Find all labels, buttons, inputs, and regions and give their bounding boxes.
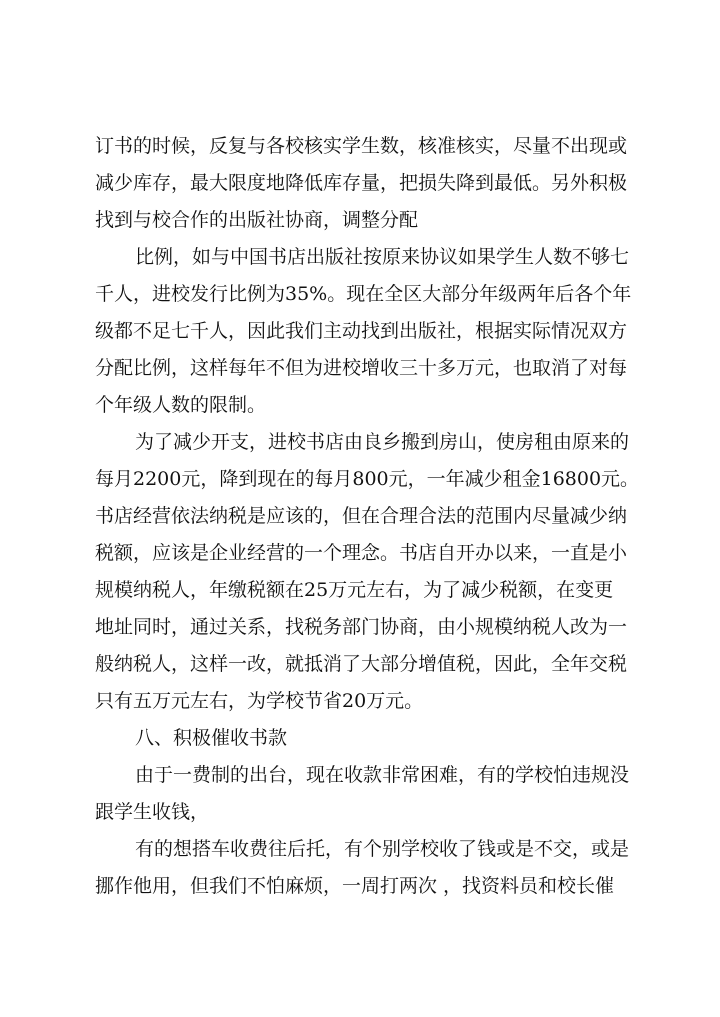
text-line: 规模纳税人，年缴税额在25万元左右，为了减少税额，在变更	[95, 579, 614, 601]
text-line: 减少库存，最大限度地降低库存量，把损失降到最低。另外积极	[95, 172, 628, 194]
section-heading: 八、积极催收书款	[135, 727, 288, 749]
paragraph-start-line: 由于一费制的出台，现在收款非常困难，有的学校怕违规没	[135, 764, 630, 786]
text-line: 每月2200元，降到现在的每月800元，一年减少租金16800元。	[95, 468, 640, 490]
text-line: 税额，应该是企业经营的一个理念。书店自开办以来，一直是小	[95, 542, 628, 564]
text-line: 级都不足七千人，因此我们主动找到出版社，根据实际情况双方	[95, 320, 628, 342]
paragraph-start-line: 为了减少开支，进校书店由良乡搬到房山，使房租由原来的	[135, 431, 630, 453]
paragraph-start-line: 有的想搭车收费往后托，有个别学校收了钱或是不交，或是	[135, 838, 630, 860]
text-line: 地址同时，通过关系，找税务部门协商，由小规模纳税人改为一	[95, 616, 628, 638]
text-line: 书店经营依法纳税是应该的，但在合理合法的范围内尽量减少纳	[95, 505, 628, 527]
text-line: 个年级人数的限制。	[95, 394, 267, 416]
text-line: 订书的时候，反复与各校核实学生数，核准核实，尽量不出现或	[95, 135, 628, 157]
text-line: 找到与校合作的出版社协商，调整分配	[95, 209, 419, 231]
text-line: 千人，进校发行比例为35%。现在全区大部分年级两年后各个年	[95, 283, 632, 305]
text-line: 只有五万元左右，为学校节省20万元。	[95, 690, 424, 712]
text-line: 般纳税人，这样一改，就抵消了大部分增值税，因此，全年交税	[95, 653, 628, 675]
text-line: 挪作他用，但我们不怕麻烦，一周打两次 ，找资料员和校长催	[95, 875, 615, 897]
paragraph-start-line: 比例，如与中国书店出版社按原来协议如果学生人数不够七	[135, 246, 630, 268]
text-line: 跟学生收钱，	[95, 801, 210, 823]
body-text	[95, 128, 640, 905]
text-line: 分配比例，这样每年不但为进校增收三十多万元，也取消了对每	[95, 357, 628, 379]
